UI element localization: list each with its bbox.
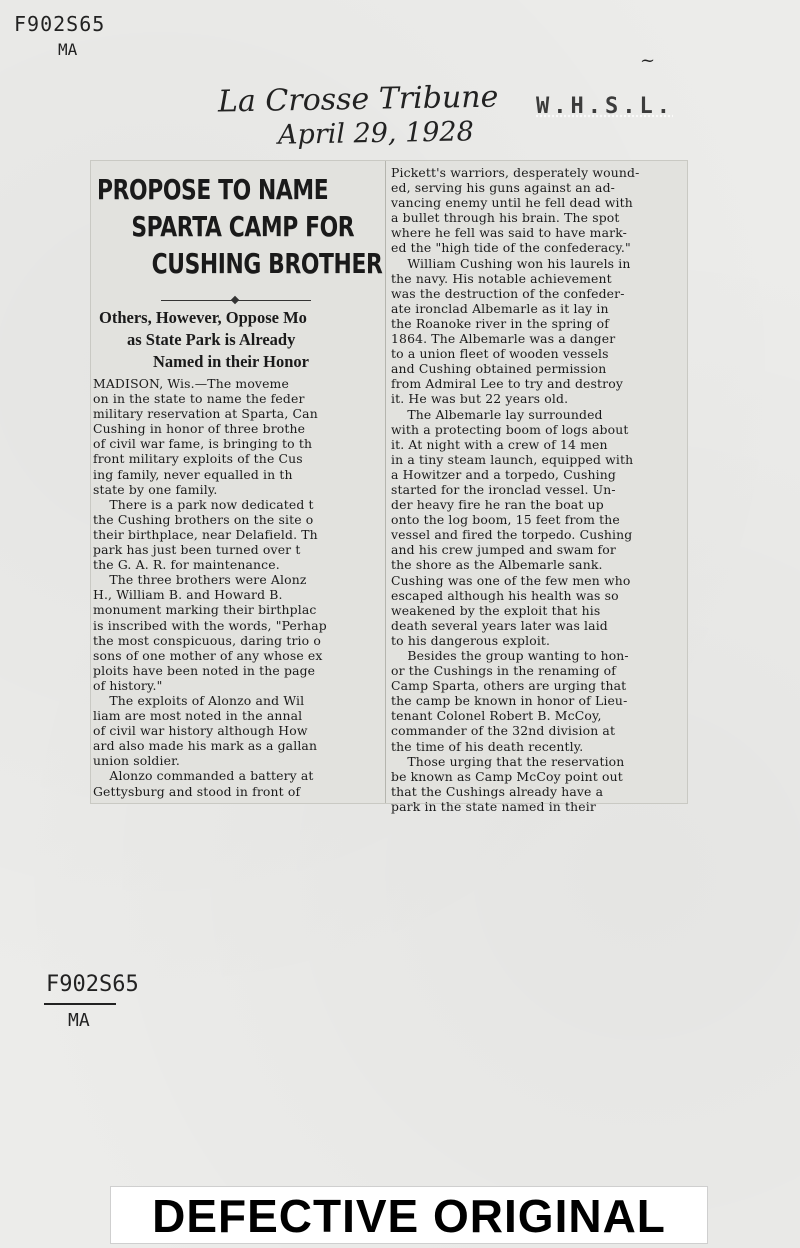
headline-line: CUSHING BROTHER bbox=[151, 247, 383, 280]
newspaper-clipping bbox=[90, 160, 688, 814]
newspaper-name-handwritten: La Crosse Tribune bbox=[217, 79, 499, 120]
headline bbox=[97, 171, 389, 282]
accession-suffix-top: MA bbox=[58, 40, 78, 59]
column-rule bbox=[385, 161, 386, 803]
subheadline bbox=[91, 307, 383, 373]
subheadline-line: Others, However, Oppose Mo bbox=[99, 308, 307, 327]
subheadline-line: as State Park is Already bbox=[127, 330, 296, 349]
article-body-left: MADISON, Wis.—The moveme on in the state to name the feder military reservation at Sparta, Can Cushing in honor of three brothe of civil war fame, is bringing to th front military exploits of the Cus ing family, never equalled in th state by one family. There is a park now dedicated t the Cushing brothers on the site o their birthplace, near Delafield. Th park has just been turned over t the G. A. R. for maintenance. The three brothers were Alonz H., William B. and Howard B. monument marking their birthplac is inscribed with the words, "Perhap the most conspicuous, daring trio o sons of one mother of any whose ex ploits have been noted in the page of history." The exploits of Alonzo and Wil liam are most noted in the annal of civil war history although How ard also made his mark as a gallan union soldier. Alonzo commanded a battery at Gettysburg and stood in front of bbox=[93, 376, 327, 799]
article-body-right: Pickett's warriors, desperately wound- ed, serving his guns against an ad- vancing enemy until he fell dead with a bullet through his brain. The spot where he fell was said to have mark- ed the "high tide of the confederacy." William Cushing won his laurels in the navy. His notable achievement was the destruction of the confeder- ate ironclad Albemarle as it lay in the Roanoke river in the spring of 1864. The Albemarle was a danger to a union fleet of wooden vessels and Cushing obtained permission from Admiral Lee to try and destroy it. He was but 22 years old. The Albemarle lay surrounded with a protecting boom of logs about it. At night with a crew of 14 men in a tiny steam launch, equipped with a Howitzer and a torpedo, Cushing started for the ironclad vessel. Un- der heavy fire he ran the boat up onto the log boom, 15 feet from the vessel and fired the torpedo. Cushing and his crew jumped and swam for the shore as the Albemarle sank. Cushing was one of the few men who escaped although his health was so weakened by the exploit that his death several years later was laid to his dangerous exploit. Besides the group wanting to hon- or the Cushings in the renaming of Camp Sparta, others are urging that the camp be known in honor of Lieu- tenant Colonel Robert B. McCoy, commander of the 32nd division at the time of his death recently. Those urging that the reservation be known as Camp McCoy point out that the Cushings already have a park in the state named in their bbox=[391, 165, 640, 814]
headline-line: SPARTA CAMP FOR bbox=[131, 210, 355, 243]
defective-original-label: DEFECTIVE ORIGINAL bbox=[110, 1186, 708, 1244]
headline-line: PROPOSE TO NAME bbox=[97, 173, 329, 206]
headline-divider bbox=[161, 300, 311, 301]
right-column bbox=[389, 161, 685, 814]
accession-underline bbox=[44, 1003, 116, 1005]
left-column bbox=[91, 161, 383, 803]
subheadline-line: Named in their Honor bbox=[153, 352, 309, 371]
date-handwritten: April 29, 1928 bbox=[277, 116, 475, 151]
accession-number-top: F902S65 bbox=[14, 12, 106, 36]
library-stamp: W.H.S.L. bbox=[536, 94, 674, 119]
accession-suffix-bottom: MA bbox=[68, 1010, 90, 1031]
check-mark: ~ bbox=[640, 50, 656, 71]
accession-number-bottom: F902S65 bbox=[46, 972, 139, 997]
